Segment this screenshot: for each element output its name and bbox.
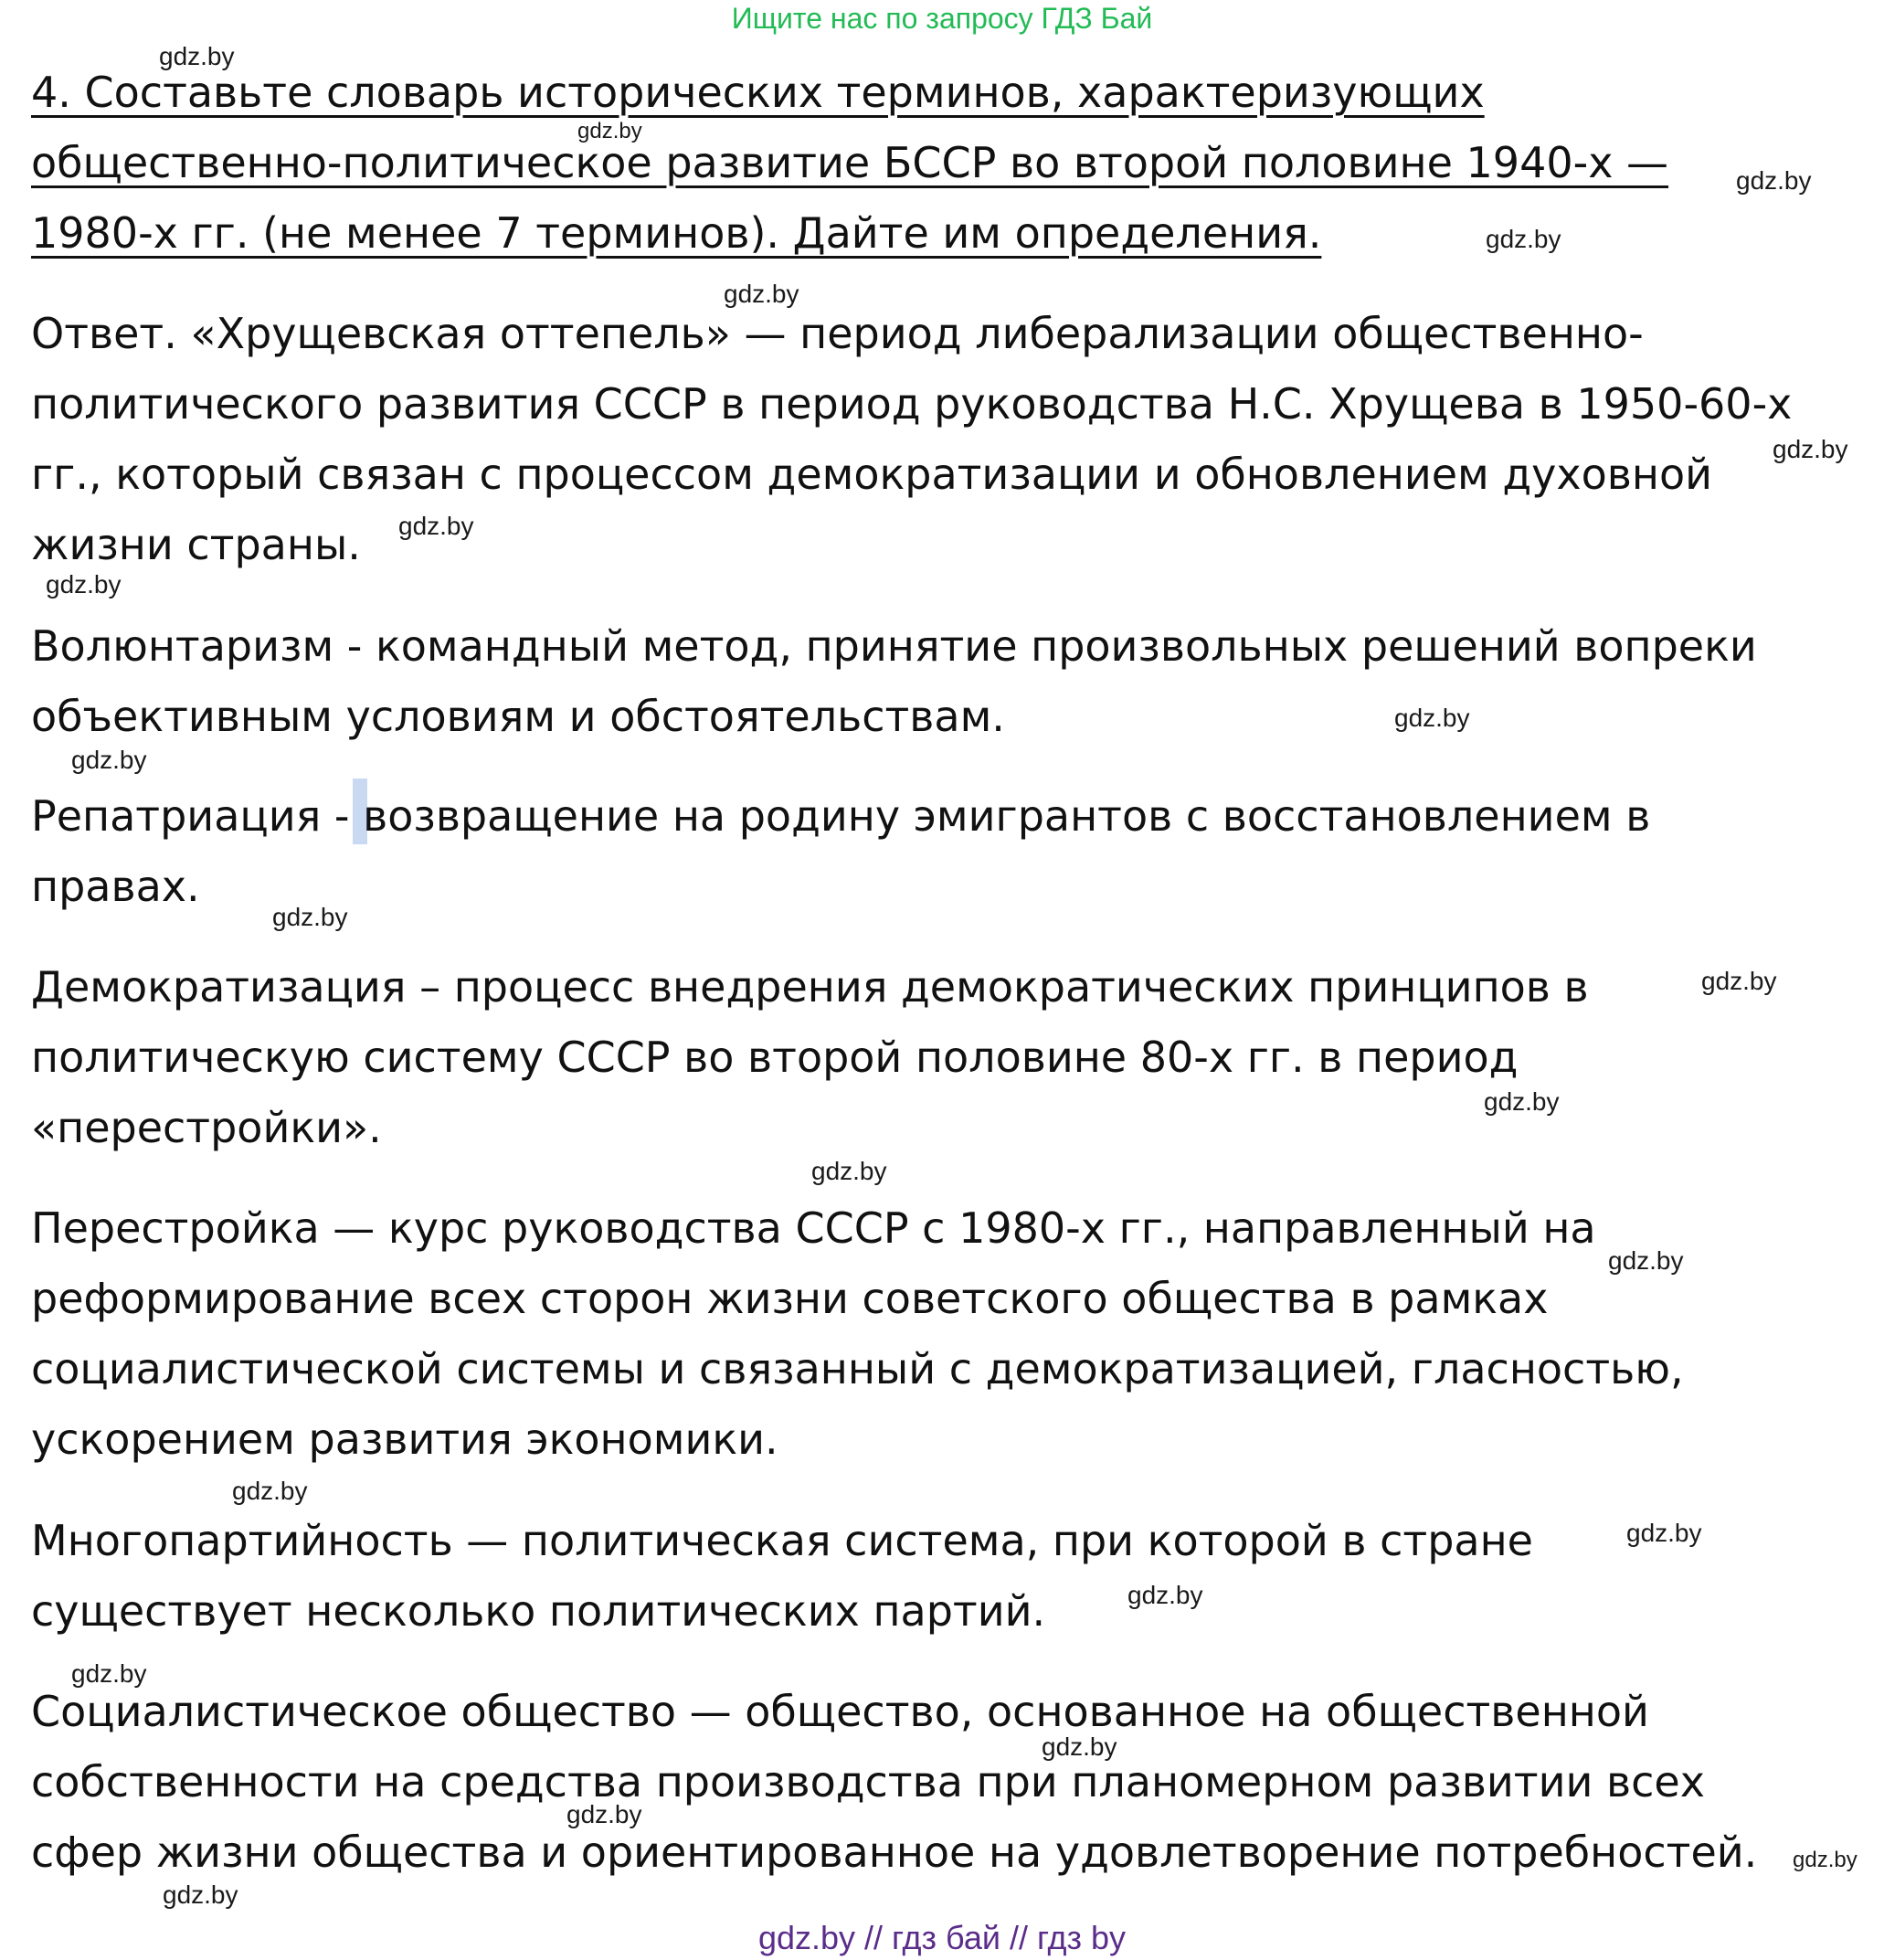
watermark: gdz.by: [1394, 704, 1470, 732]
answer-line: Демократизация – процесс внедрения демократических принципов в: [31, 962, 1589, 1012]
answer-line: Многопартийность — политическая система, при которой в стране: [31, 1516, 1533, 1565]
watermark: gdz.by: [46, 570, 122, 599]
answer-line: политического развития СССР в период руководства Н.С. Хрущева в 1950-60-х: [31, 379, 1793, 429]
watermark: gdz.by: [71, 1659, 147, 1688]
question-line: общественно-политическое развитие БССР во второй половине 1940-х —: [31, 138, 1669, 187]
watermark: gdz.by: [1793, 1848, 1858, 1872]
answer-line: гг., который связан с процессом демократизации и обновлением духовной: [31, 450, 1712, 499]
answer-line: Ответ. «Хрущевская оттепель» — период либерализации общественно-: [31, 309, 1644, 358]
question-line: 1980-х гг. (не менее 7 терминов). Дайте им определения.: [31, 208, 1322, 258]
watermark: gdz.by: [1773, 435, 1848, 463]
watermark: gdz.by: [1484, 1087, 1560, 1116]
watermark: gdz.by: [1486, 225, 1561, 253]
answer-line: Репатриация - возвращение на родину эмигрантов с восстановлением в: [31, 791, 1651, 841]
answer-line: Социалистическое общество — общество, основанное на общественной: [31, 1687, 1649, 1736]
answer-line: жизни страны.: [31, 520, 361, 569]
answer-line: Волюнтаризм - командный метод, принятие произвольных решений вопреки: [31, 621, 1757, 671]
watermark: gdz.by: [724, 280, 799, 308]
watermark: gdz.by: [1736, 166, 1812, 195]
watermark: gdz.by: [232, 1477, 308, 1505]
answer-line: сфер жизни общества и ориентированное на удовлетворение потребностей.: [31, 1828, 1758, 1877]
answer-line: объективным условиям и обстоятельствам.: [31, 692, 1005, 741]
watermark: gdz.by: [577, 119, 642, 143]
watermark: gdz.by: [1701, 967, 1777, 995]
watermark: gdz.by: [1608, 1246, 1684, 1275]
answer-line: ускорением развития экономики.: [31, 1414, 778, 1464]
answer-line: собственности на средства производства при планомерном развитии всех: [31, 1757, 1705, 1806]
answer-line: существует несколько политических партий.: [31, 1586, 1046, 1636]
answer-line: политическую систему СССР во второй половине 80-х гг. в период: [31, 1033, 1519, 1082]
answer-line: «перестройки».: [31, 1103, 382, 1152]
footer-links[interactable]: gdz.by // гдз бай // гдз by: [757, 1919, 1127, 1956]
answer-line: Перестройка — курс руководства СССР с 1980-х гг., направленный на: [31, 1203, 1596, 1253]
watermark: gdz.by: [1127, 1581, 1203, 1609]
answer-line: правах.: [31, 862, 200, 911]
watermark: gdz.by: [811, 1157, 887, 1185]
question-line: 4. Составьте словарь исторических терминов, характеризующих: [31, 68, 1485, 117]
watermark: gdz.by: [71, 746, 147, 774]
answer-line: социалистической системы и связанный с демократизацией, гласностью,: [31, 1344, 1684, 1393]
watermark: gdz.by: [272, 903, 348, 931]
watermark: gdz.by: [398, 512, 474, 540]
watermark: gdz.by: [1626, 1519, 1702, 1547]
watermark: gdz.by: [1042, 1732, 1117, 1761]
top-banner[interactable]: Ищите нас по запросу ГДЗ Бай: [731, 2, 1153, 35]
watermark: gdz.by: [566, 1800, 642, 1828]
watermark: gdz.by: [163, 1881, 238, 1909]
watermark: gdz.by: [159, 42, 235, 70]
answer-line: реформирование всех сторон жизни советского общества в рамках: [31, 1274, 1549, 1323]
